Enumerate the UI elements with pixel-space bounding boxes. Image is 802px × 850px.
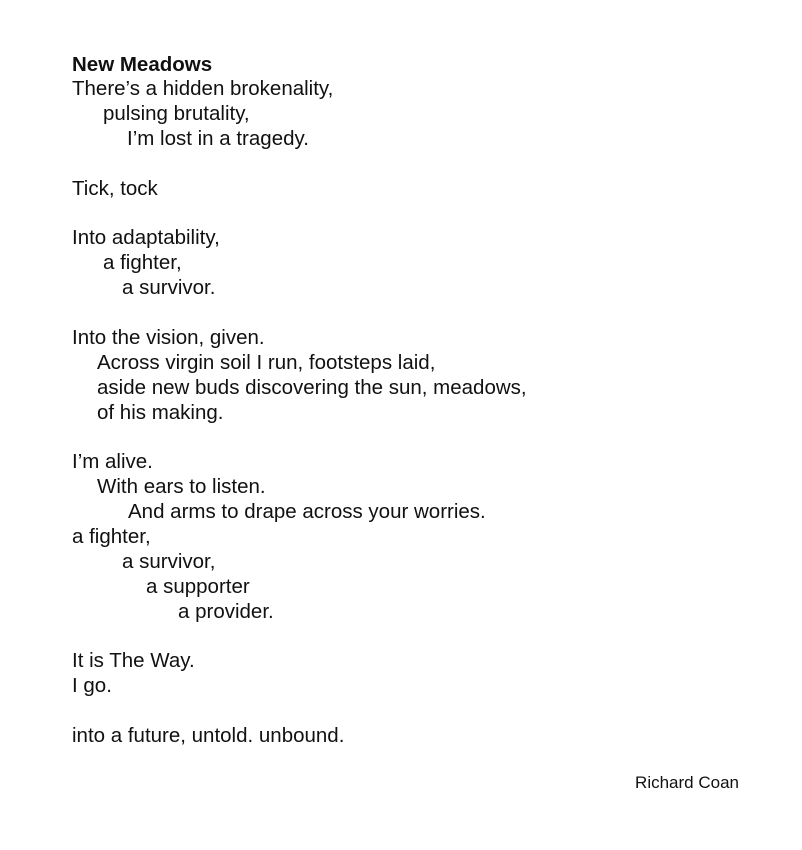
poem-line: a provider. bbox=[178, 599, 274, 623]
poem-line: of his making. bbox=[97, 400, 224, 424]
stanza-break bbox=[72, 625, 772, 650]
poem-line: I’m lost in a tragedy. bbox=[127, 126, 309, 150]
poem-line: And arms to drape across your worries. bbox=[128, 500, 486, 524]
stanza-break bbox=[72, 152, 772, 177]
poem-body bbox=[72, 77, 772, 749]
author-name: Richard Coan bbox=[635, 773, 739, 792]
poem-line: aside new buds discovering the sun, meadows, bbox=[97, 375, 527, 399]
poem-line: Tick, tock bbox=[72, 176, 158, 200]
poem-line: I’m alive. bbox=[72, 450, 153, 474]
poem-line: into a future, untold. unbound. bbox=[72, 724, 345, 748]
poem-line: a survivor, bbox=[122, 549, 216, 573]
poem-line: Into the vision, given. bbox=[72, 325, 265, 349]
stanza-break bbox=[72, 699, 772, 724]
stanza-break bbox=[72, 201, 772, 226]
poem-line: a survivor. bbox=[122, 276, 216, 300]
poem-line: Across virgin soil I run, footsteps laid, bbox=[97, 350, 436, 374]
poem bbox=[72, 52, 772, 749]
poem-line: a fighter, bbox=[72, 525, 151, 549]
poem-line: pulsing brutality, bbox=[103, 101, 250, 125]
poem-line: There’s a hidden brokenality, bbox=[72, 77, 334, 100]
stanza-break bbox=[72, 425, 772, 450]
poem-line: I go. bbox=[72, 674, 112, 698]
poem-line: With ears to listen. bbox=[97, 475, 266, 499]
poem-line: Into adaptability, bbox=[72, 226, 220, 250]
stanza-break bbox=[72, 301, 772, 326]
poem-line: a fighter, bbox=[103, 251, 182, 275]
poem-line: It is The Way. bbox=[72, 649, 195, 673]
poem-line: a supporter bbox=[146, 574, 250, 598]
poem-title: New Meadows bbox=[72, 53, 213, 76]
